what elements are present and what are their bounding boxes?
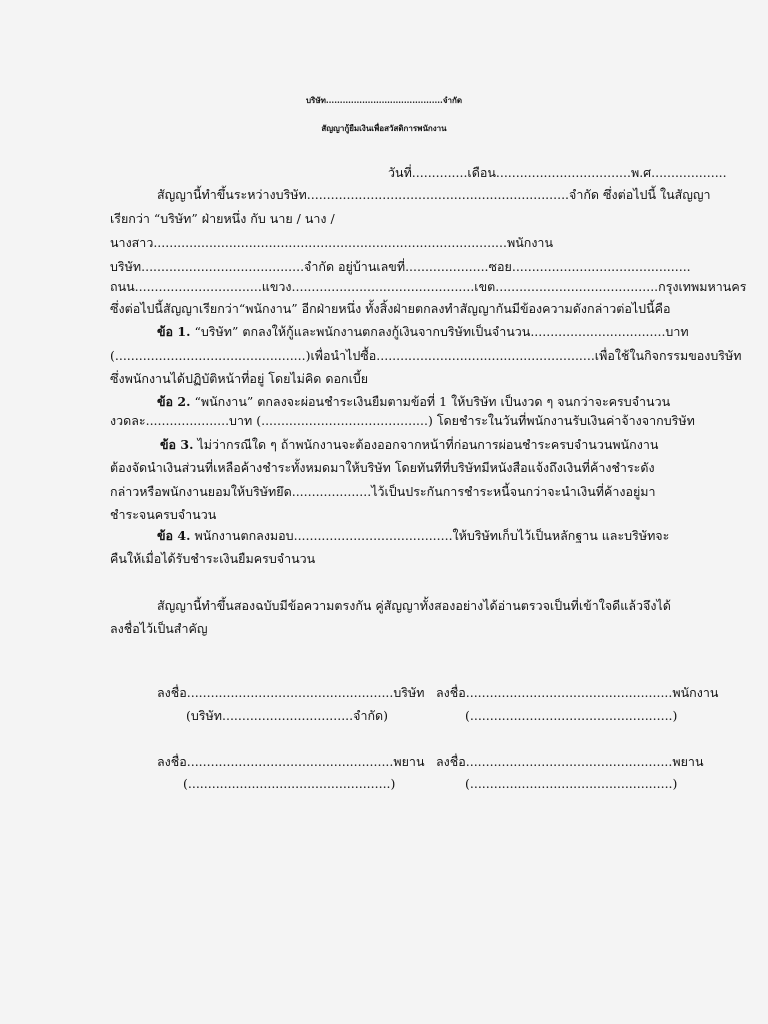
clause-3-label: ข้อ 3. [160,437,194,452]
witness-2-name-line: (...................................................) [465,776,678,791]
intro-line-5: ถนน................................แขวง..............................................เขต.........................................กรุงเทพมหานคร [110,279,747,294]
clause-1-line-1 [157,323,689,341]
clause-2-line-1 [157,393,670,411]
witness-1-signature-line: ลงชื่อ....................................................พยาน [157,754,425,769]
employee-name-line: (...................................................) [465,708,678,723]
company-line: บริษัท..........................................จำกัด [305,95,463,105]
witness-1-name-line: (...................................................) [183,776,396,791]
clause-3-line-2: ต้องจัดนำเงินส่วนที่เหลือค้างชำระทั้งหมดมาให้บริษัท โดยทันทีที่บริษัทมีหนังสือแจ้งถึงเงินที่ค้างชำระดัง [110,460,655,475]
clause-2-line-2: งวดละ.....................บาท (..........................................) โดยชำระในวันที่พนักงานรับเงินค่าจ้างจากบริษัท [110,413,695,428]
clause-3-line-4: ชำระจนครบจำนวน [110,507,217,522]
intro-line-2: เรียกว่า “บริษัท” ฝ่ายหนึ่ง กับ นาย / นาง / [110,211,335,226]
intro-line-1: สัญญานี้ทำขึ้นระหว่างบริษัท..................................................................จำกัด ซึ่งต่อไปนี้ ในสัญญา [157,187,711,202]
clause-1-line-3: ซึ่งพนักงานได้ปฏิบัติหน้าที่อยู่ โดยไม่คิด ดอกเบี้ย [110,371,369,386]
document-title: สัญญากู้ยืมเงินเพื่อสวัสดิการพนักงาน [321,123,447,133]
employee-signature-line: ลงชื่อ....................................................พนักงาน [436,685,719,700]
closing-line-2: ลงชื่อไว้เป็นสำคัญ [110,621,208,636]
clause-1-label: ข้อ 1. [157,324,191,339]
clause-4-line-1 [157,527,669,545]
company-signature-line: ลงชื่อ....................................................บริษัท [157,685,425,700]
company-name-line: (บริษัท.................................จำกัด) [186,708,389,723]
clause-3-text: ไม่ว่ากรณีใด ๆ ถ้าพนักงานจะต้องออกจากหน้าที่ก่อนการผ่อนชำระครบจำนวนพนักงาน [197,437,659,452]
date-line: วันที่..............เดือน..................................พ.ศ................... [388,165,727,180]
clause-2-text: “พนักงาน” ตกลงจะผ่อนชำระเงินยืมตามข้อที่ 1 ให้บริษัท เป็นงวด ๆ จนกว่าจะครบจำนวน [194,394,671,409]
clause-2-label: ข้อ 2. [157,394,191,409]
clause-4-text: พนักงานตกลงมอบ........................................ให้บริษัทเก็บไว้เป็นหลักฐาน และบริษัทจะ [194,528,670,543]
clause-3-line-3: กล่าวหรือพนักงานยอมให้บริษัทยึด....................ไว้เป็นประกันการชำระหนี้จนกว่าจะนำเงินที่ค้างอยู่มา [110,484,656,499]
witness-2-signature-line: ลงชื่อ....................................................พยาน [436,754,704,769]
intro-line-3: นางสาว.........................................................................................พนักงาน [110,235,553,250]
intro-line-4: บริษัท.........................................จำกัด อยู่บ้านเลขที่.....................ซอย............................................. [110,259,691,274]
clause-4-label: ข้อ 4. [157,528,191,543]
clause-4-line-2: คืนให้เมื่อได้รับชำระเงินยืมครบจำนวน [110,551,316,566]
clause-3-line-1 [160,436,658,454]
clause-1-text: “บริษัท” ตกลงให้กู้และพนักงานตกลงกู้เงินจากบริษัทเป็นจำนวน..................................บาท [194,324,689,339]
closing-line-1: สัญญานี้ทำขึ้นสองฉบับมีข้อความตรงกัน คู่สัญญาทั้งสองอย่างได้อ่านตรวจเป็นที่เข้าใจดีแล้วจึงได้ [157,598,671,613]
clause-1-line-2: (................................................)เพื่อนำไปซื้อ.......................................................เพื่อใช้ในกิจกรรมของบริษัท [110,348,742,363]
intro-line-6: ซึ่งต่อไปนี้สัญญาเรียกว่า“พนักงาน” อีกฝ่ายหนึ่ง ทั้งสิ้งฝ่ายตกลงทำสัญญากันมีข้องความดังกล่าวต่อไปนี้คือ [110,301,671,316]
